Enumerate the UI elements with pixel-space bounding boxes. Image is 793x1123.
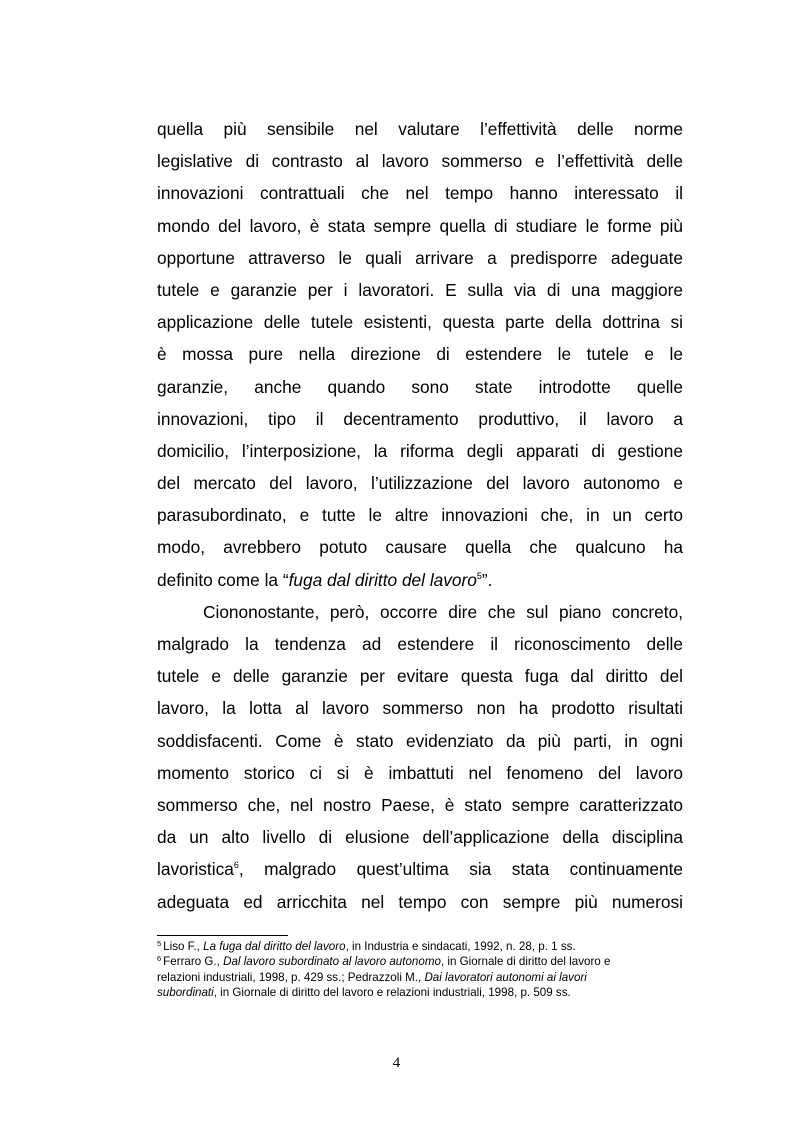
text-line	[157, 853, 683, 885]
footnote-mark: 6	[157, 954, 162, 964]
text-line: tutele e garanzie per i lavoratori. E sulla via di una maggiore	[157, 279, 683, 300]
text-line: lavoro, la lotta al lavoro sommerso non ha prodotto risultati	[157, 698, 683, 719]
text-line	[157, 564, 683, 596]
footnote-mark: 5	[157, 939, 162, 948]
footnote-ref-5[interactable]: 5	[476, 570, 482, 581]
text-line: soddisfacenti. Come è stato evidenziato da più parti, in ogni	[157, 730, 683, 751]
text-line: del mercato del lavoro, l’utilizzazione del lavoro autonomo e	[157, 473, 683, 494]
text-line: adeguata ed arricchita nel tempo con sempre più numerosi	[157, 891, 683, 912]
text-line: applicazione delle tutele esistenti, questa parte della dottrina si	[157, 312, 683, 333]
text-line: modo, avrebbero potuto causare quella che qualcuno ha	[157, 537, 683, 558]
text-line: legislative di contrasto al lavoro sommerso e l’effettività delle	[157, 151, 683, 172]
text-fragment: lavoristica	[157, 859, 234, 880]
text-line: Ciononostante, però, occorre dire che sul piano concreto,	[203, 601, 683, 622]
page-number: 4	[392, 1055, 401, 1071]
footnote-citation: , in Giornale di diritto del lavoro e relazioni industriali, 1998, p. 509 ss.	[213, 986, 571, 1000]
footnote-ref-6[interactable]: 6	[233, 860, 239, 871]
text-line: innovazioni contrattuali che nel tempo hanno interessato il	[157, 183, 683, 204]
text-line: opportune attraverso le quali arrivare a predisporre adeguate	[157, 247, 683, 268]
text-line: malgrado la tendenza ad estendere il riconoscimento delle	[157, 634, 683, 654]
text-line: innovazioni, tipo il decentramento produttivo, il lavoro a	[157, 408, 683, 429]
footnote-author: Ferraro G.,	[163, 955, 224, 969]
text-fragment: , malgrado quest’ultima sia stata continuamente	[238, 859, 683, 880]
body-text	[157, 113, 683, 918]
footnote-separator	[157, 935, 288, 936]
footnote-6-continued	[157, 985, 683, 1000]
text-line: momento storico ci si è imbattuti nel fenomeno del lavoro	[157, 762, 683, 783]
text-line: sommerso che, nel nostro Paese, è stato sempre caratterizzato	[157, 794, 683, 815]
text-line: tutele e delle garanzie per evitare questa fuga dal diritto del	[157, 666, 683, 687]
text-line: parasubordinato, e tutte le altre innovazioni che, in un certo	[157, 505, 683, 526]
text-fragment: ”.	[481, 569, 493, 590]
footnote-title: subordinati	[157, 986, 214, 1000]
footnote-6-continued	[157, 970, 683, 985]
text-line: da un alto livello di elusione dell’applicazione della disciplina	[157, 827, 683, 848]
text-line: domicilio, l’interposizione, la riforma degli apparati di gestione	[157, 440, 683, 461]
footnote-6	[157, 954, 683, 969]
footnote-citation: relazioni industriali, 1998, p. 429 ss.; Pedrazzoli M.,	[157, 970, 425, 984]
text-line: garanzie, anche quando sono state introdotte quelle	[157, 376, 683, 397]
footnote-author: Liso F.,	[163, 940, 204, 953]
footnote-citation: , in Giornale di diritto del lavoro e	[440, 955, 611, 969]
footnote-title: La fuga dal diritto del lavoro	[203, 940, 346, 953]
footnotes	[157, 939, 683, 1001]
text-line: quella più sensibile nel valutare l’effettività delle norme	[157, 119, 683, 139]
text-line: è mossa pure nella direzione di estendere le tutele e le	[157, 344, 683, 365]
quoted-phrase: fuga dal diritto del lavoro	[288, 569, 477, 590]
footnote-title: Dai lavoratori autonomi ai lavori	[424, 970, 587, 984]
text-fragment: definito come la “	[157, 569, 289, 590]
footnote-citation: , in Industria e sindacati, 1992, n. 28, p. 1 ss.	[345, 940, 576, 953]
text-line: mondo del lavoro, è stata sempre quella di studiare le forme più	[157, 215, 683, 236]
footnote-5	[157, 939, 683, 954]
footnote-title: Dal lavoro subordinato al lavoro autonomo	[223, 955, 441, 969]
